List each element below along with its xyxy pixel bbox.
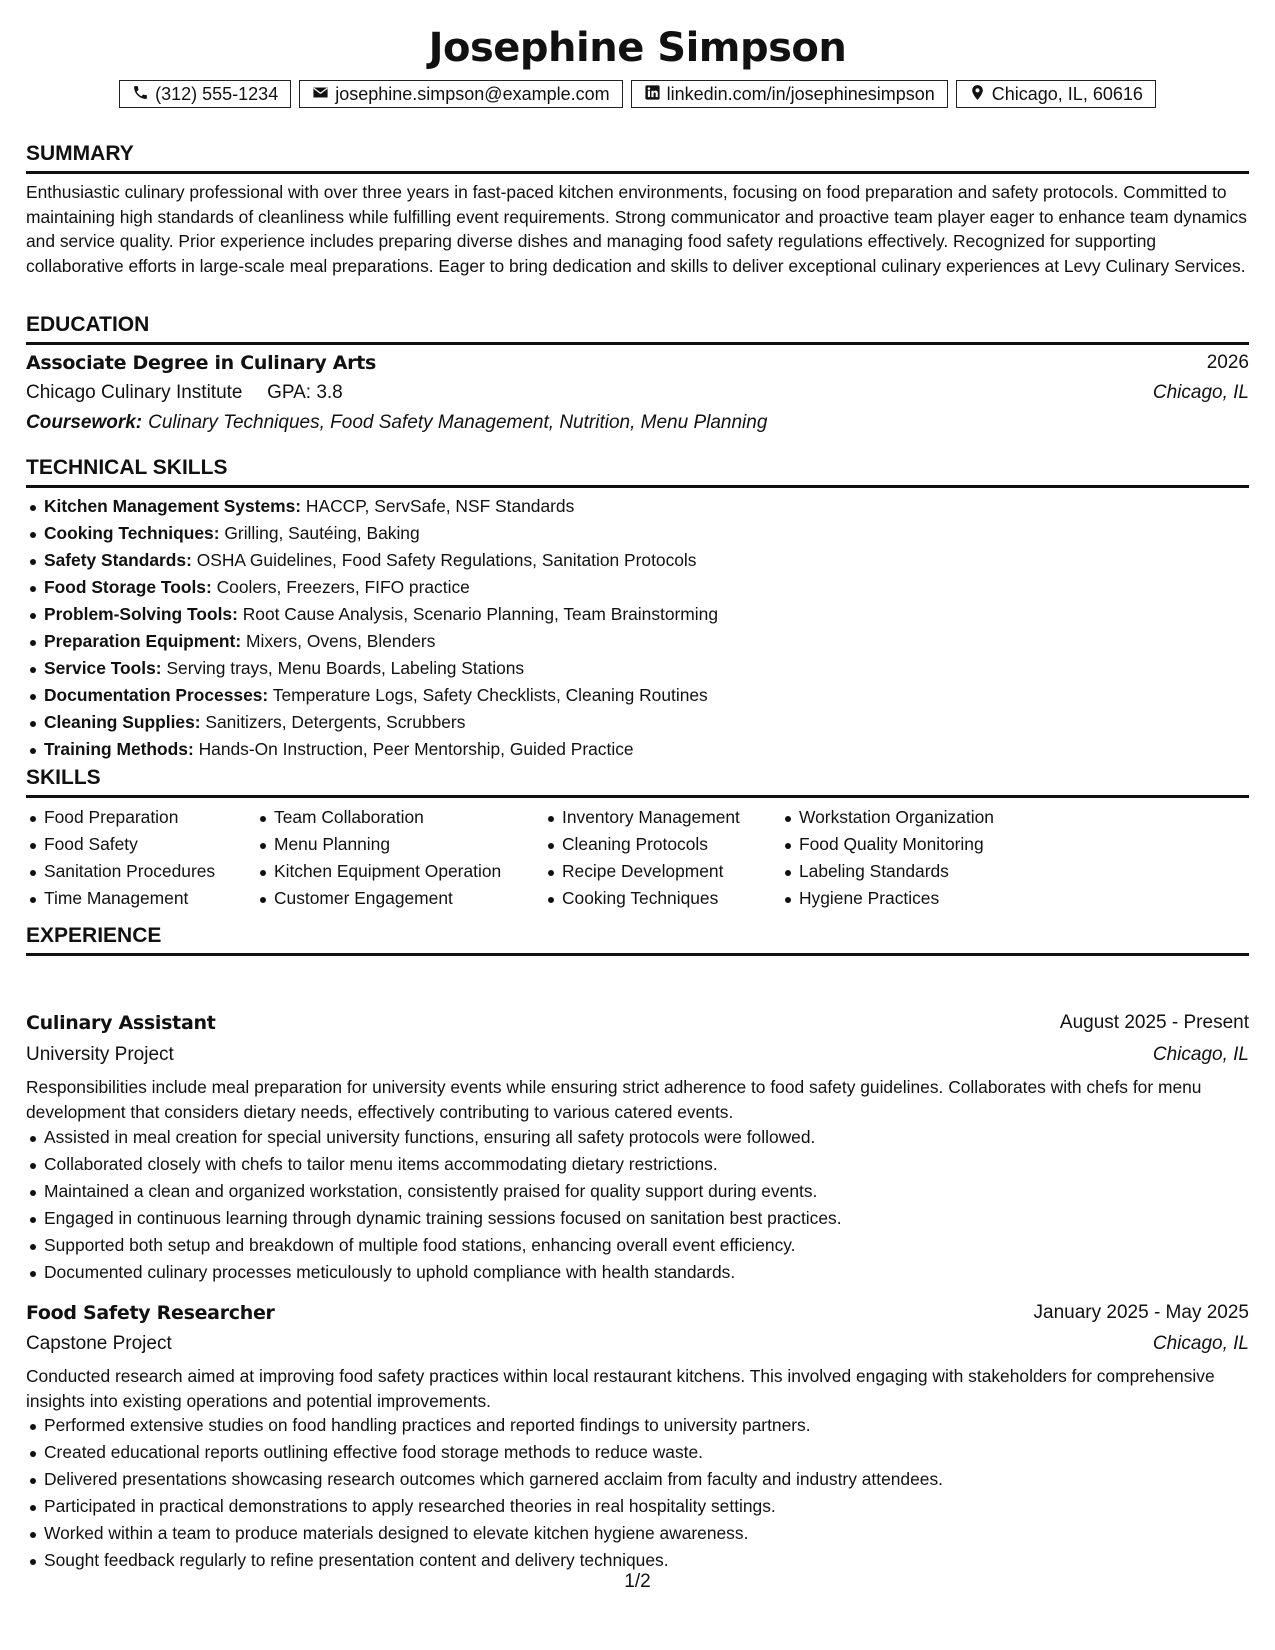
- job-org-row: [26, 1042, 1249, 1068]
- email-text: josephine.simpson@example.com: [335, 84, 610, 104]
- list-item: Labeling Standards: [781, 858, 994, 885]
- job-title-row: [26, 1010, 1249, 1036]
- job-organization: University Project: [26, 1044, 174, 1065]
- contact-bar: [26, 80, 1249, 108]
- list-item: Assisted in meal creation for special university functions, ensuring all safety protocols were followed.: [26, 1124, 1249, 1151]
- contact-linkedin[interactable]: [631, 80, 948, 108]
- list-item: Cooking Techniques: [544, 885, 740, 912]
- job-organization: Capstone Project: [26, 1333, 172, 1354]
- list-item: Hygiene Practices: [781, 885, 994, 912]
- page-number: 1/2: [624, 1571, 651, 1592]
- map-pin-icon: [969, 84, 986, 104]
- envelope-icon: [312, 84, 329, 104]
- list-item: Cooking Techniques: Grilling, Sautéing, Baking: [26, 520, 1249, 547]
- skills-column-2: [256, 804, 501, 912]
- list-item: Engaged in continuous learning through dynamic training sessions focused on sanitation best practices.: [26, 1205, 1249, 1232]
- list-item: Time Management: [26, 885, 215, 912]
- list-item: Collaborated closely with chefs to tailor menu items accommodating dietary restrictions.: [26, 1151, 1249, 1178]
- list-item: Menu Planning: [256, 831, 501, 858]
- list-item: Food Preparation: [26, 804, 215, 831]
- skills-column-3: [544, 804, 740, 912]
- skills-heading: SKILLS: [26, 766, 1249, 798]
- candidate-name: Josephine Simpson: [428, 25, 847, 71]
- job-bullets: [26, 1412, 1249, 1574]
- summary-text: Enthusiastic culinary professional with over three years in fast-paced kitchen environments, focusing on food preparation and safety protocols. Committed to maintaining high standards of cleanliness while fulfilling event requirements. Strong communicator and proactive team player eager to enhance team dynamics and service quality. Prior experience includes preparing diverse dishes and managing food safety regulations effectively. Recognized for supporting collaborative efforts in large-scale meal preparations. Eager to bring dedication and skills to deliver exceptional culinary experiences at Levy Culinary Services.: [26, 182, 1247, 276]
- list-item: Supported both setup and breakdown of multiple food stations, enhancing overall event efficiency.: [26, 1232, 1249, 1259]
- coursework-row: [26, 410, 1249, 436]
- list-item: Workstation Organization: [781, 804, 994, 831]
- technical-skills-list: [26, 493, 1249, 763]
- school-location: Chicago, IL: [1152, 382, 1249, 403]
- job-title-row: [26, 1300, 1249, 1326]
- list-item: Customer Engagement: [256, 885, 501, 912]
- gpa: GPA: 3.8: [267, 382, 343, 403]
- list-item: Cleaning Supplies: Sanitizers, Detergents, Scrubbers: [26, 709, 1249, 736]
- coursework-label: Coursework:: [26, 412, 143, 433]
- experience-heading: EXPERIENCE: [26, 924, 1249, 956]
- job-dates: August 2025 - Present: [1059, 1012, 1249, 1033]
- list-item: Safety Standards: OSHA Guidelines, Food Safety Regulations, Sanitation Protocols: [26, 547, 1249, 574]
- job-description: Conducted research aimed at improving food safety practices within local restaurant kitchens. This involved engaging with stakeholders for comprehensive insights into existing operations and potential improvements.: [26, 1366, 1215, 1411]
- location-text: Chicago, IL, 60616: [991, 84, 1143, 104]
- linkedin-icon: [644, 84, 661, 104]
- degree-title: Associate Degree in Culinary Arts: [26, 352, 377, 374]
- list-item: Participated in practical demonstrations to apply researched theories in real hospitality settings.: [26, 1493, 1249, 1520]
- job-location: Chicago, IL: [1152, 1044, 1249, 1065]
- list-item: Service Tools: Serving trays, Menu Boards, Labeling Stations: [26, 655, 1249, 682]
- list-item: Performed extensive studies on food handling practices and reported findings to university partners.: [26, 1412, 1249, 1439]
- contact-location[interactable]: [956, 80, 1156, 108]
- skills-column-4: [781, 804, 994, 912]
- job-title: Food Safety Researcher: [26, 1302, 275, 1324]
- list-item: Delivered presentations showcasing research outcomes which garnered acclaim from faculty and industry attendees.: [26, 1466, 1249, 1493]
- school-name: Chicago Culinary Institute: [26, 382, 243, 403]
- phone-icon: [132, 84, 149, 104]
- technical-skills-heading: TECHNICAL SKILLS: [26, 456, 1249, 488]
- list-item: Created educational reports outlining effective food storage methods to reduce waste.: [26, 1439, 1249, 1466]
- job-location: Chicago, IL: [1152, 1333, 1249, 1354]
- list-item: Inventory Management: [544, 804, 740, 831]
- education-school-row: [26, 380, 1249, 406]
- job-bullets: [26, 1124, 1249, 1286]
- list-item: Documentation Processes: Temperature Logs, Safety Checklists, Cleaning Routines: [26, 682, 1249, 709]
- list-item: Kitchen Equipment Operation: [256, 858, 501, 885]
- job-org-row: [26, 1331, 1249, 1357]
- list-item: Preparation Equipment: Mixers, Ovens, Blenders: [26, 628, 1249, 655]
- list-item: Cleaning Protocols: [544, 831, 740, 858]
- list-item: Problem-Solving Tools: Root Cause Analysis, Scenario Planning, Team Brainstorming: [26, 601, 1249, 628]
- list-item: Food Safety: [26, 831, 215, 858]
- job-dates: January 2025 - May 2025: [1033, 1302, 1249, 1323]
- education-degree-row: [26, 350, 1249, 376]
- job-title: Culinary Assistant: [26, 1012, 216, 1034]
- education-heading: EDUCATION: [26, 313, 1249, 345]
- list-item: Team Collaboration: [256, 804, 501, 831]
- list-item: Food Storage Tools: Coolers, Freezers, FIFO practice: [26, 574, 1249, 601]
- list-item: Worked within a team to produce materials designed to elevate kitchen hygiene awareness.: [26, 1520, 1249, 1547]
- list-item: Food Quality Monitoring: [781, 831, 994, 858]
- school-info: [26, 380, 343, 406]
- coursework-list: Culinary Techniques, Food Safety Management, Nutrition, Menu Planning: [148, 412, 768, 433]
- graduation-year: 2026: [1206, 352, 1249, 373]
- list-item: Sanitation Procedures: [26, 858, 215, 885]
- list-item: Kitchen Management Systems: HACCP, ServSafe, NSF Standards: [26, 493, 1249, 520]
- list-item: Recipe Development: [544, 858, 740, 885]
- summary-heading: SUMMARY: [26, 142, 1249, 174]
- job-description: Responsibilities include meal preparation for university events while ensuring strict adherence to food safety guidelines. Collaborates with chefs for menu development that considers dietary needs, effectively contributing to various catered events.: [26, 1077, 1202, 1122]
- contact-email[interactable]: [299, 80, 622, 108]
- contact-phone[interactable]: [119, 80, 291, 108]
- phone-text: (312) 555-1234: [155, 84, 279, 104]
- skills-column-1: [26, 804, 215, 912]
- list-item: Training Methods: Hands-On Instruction, Peer Mentorship, Guided Practice: [26, 736, 1249, 763]
- list-item: Sought feedback regularly to refine presentation content and delivery techniques.: [26, 1547, 1249, 1574]
- list-item: Documented culinary processes meticulously to uphold compliance with health standards.: [26, 1259, 1249, 1286]
- list-item: Maintained a clean and organized workstation, consistently praised for quality support during events.: [26, 1178, 1249, 1205]
- linkedin-text: linkedin.com/in/josephinesimpson: [666, 84, 935, 104]
